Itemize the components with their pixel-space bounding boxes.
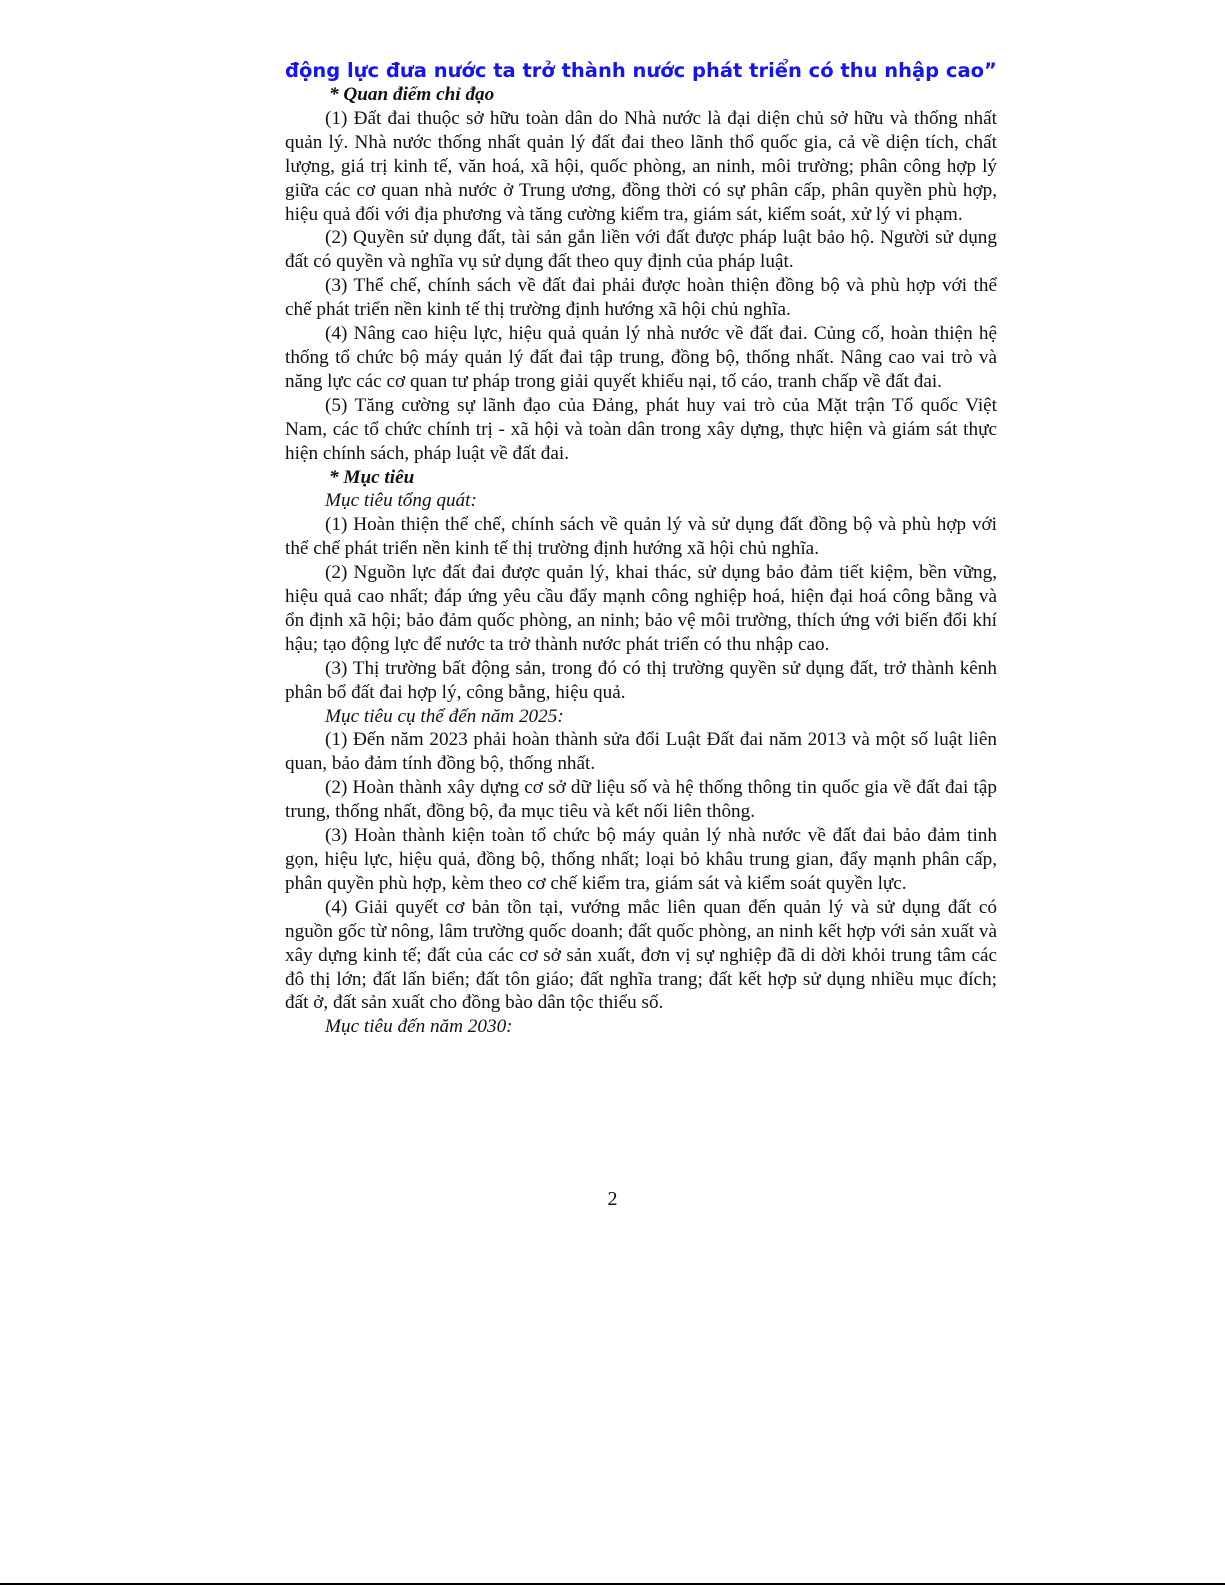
general-objectives-title: Mục tiêu tổng quát: [325,490,477,512]
objectives-2025-title: Mục tiêu cụ thể đến năm 2025: [325,705,564,727]
objective-2025-paragraph: (1) Đến năm 2023 phải hoàn thành sửa đổi Luật Đất đai năm 2013 và một số luật liên quan, bảo đảm tính đồng bộ, thống nhất. [285,729,997,775]
viewpoint-paragraph: (1) Đất đai thuộc sở hữu toàn dân do Nhà nước là đại diện chủ sở hữu và thống nhất quản lý. Nhà nước thống nhất quản lý đất đai theo lãnh thổ quốc gia, cả về diện tích, chất lượng, giá trị kinh tế, văn hoá, xã hội, quốc phòng, an ninh, môi trường; phân công hợp lý giữa các cơ quan nhà nước ở Trung ương, đồng thời có sự phân cấp, phân quyền phù hợp, hiệu quả đối với địa phương và tăng cường kiểm tra, giám sát, kiểm soát, xử lý vi phạm. [285,107,997,225]
general-objective-paragraph: (2) Nguồn lực đất đai được quản lý, khai thác, sử dụng bảo đảm tiết kiệm, bền vững, hiệu quả cao nhất; đáp ứng yêu cầu đẩy mạnh công nghiệp hoá, hiện đại hoá công bằng và ổn định xã hội; bảo đảm quốc phòng, an ninh; bảo vệ môi trường, thích ứng với biến đổi khí hậu; tạo động lực để nước ta trở thành nước phát triển có thu nhập cao. [285,562,997,655]
general-objective-paragraph: (3) Thị trường bất động sản, trong đó có thị trường quyền sử dụng đất, trở thành kênh phân bổ đất đai hợp lý, công bằng, hiệu quả. [285,657,997,703]
viewpoint-paragraph: (2) Quyền sử dụng đất, tài sản gắn liền với đất được pháp luật bảo hộ. Người sử dụng đất có quyền và nghĩa vụ sử dụng đất theo quy định của pháp luật. [285,227,997,273]
objectives-2030-title: Mục tiêu đến năm 2030: [325,1016,513,1038]
page-number: 2 [607,1188,618,1210]
objectives-title: * Mục tiêu [329,466,415,488]
document-page [285,58,997,1039]
viewpoint-paragraph: (5) Tăng cường sự lãnh đạo của Đảng, phát huy vai trò của Mặt trận Tổ quốc Việt Nam, các tổ chức chính trị - xã hội và toàn dân trong xây dựng, thực hiện và giám sát thực hiện chính sách, pháp luật về đất đai. [285,394,997,464]
objective-2025-paragraph: (4) Giải quyết cơ bản tồn tại, vướng mắc liên quan đến quản lý và sử dụng đất có nguồn gốc từ nông, lâm trường quốc doanh; đất quốc phòng, an ninh kết hợp với sản xuất và xây dựng kinh tế; đất của các cơ sở sản xuất, đơn vị sự nghiệp đã di dời khỏi trung tâm các đô thị lớn; đất lấn biển; đất tôn giáo; đất nghĩa trang; đất kết hợp sử dụng nhiều mục đích; đất ở, đất sản xuất cho đồng bào dân tộc thiểu số. [285,896,997,1014]
objective-2025-paragraph: (3) Hoàn thành kiện toàn tổ chức bộ máy quản lý nhà nước về đất đai bảo đảm tinh gọn, hiệu lực, hiệu quả, đồng bộ, thống nhất; loại bỏ khâu trung gian, đẩy mạnh phân cấp, phân quyền phù hợp, kèm theo cơ chế kiểm tra, giám sát và kiểm soát quyền lực. [285,825,997,894]
viewpoint-paragraph: (4) Nâng cao hiệu lực, hiệu quả quản lý nhà nước về đất đai. Củng cố, hoàn thiện hệ thống tổ chức bộ máy quản lý đất đai tập trung, đồng bộ, thống nhất. Nâng cao vai trò và năng lực các cơ quan tư pháp trong giải quyết khiếu nại, tố cáo, tranh chấp về đất đai. [285,323,997,392]
guiding-viewpoints-title: * Quan điểm chỉ đạo [329,84,495,105]
viewpoint-paragraph: (3) Thể chế, chính sách về đất đai phải được hoàn thiện đồng bộ và phù hợp với thể chế phát triển nền kinh tế thị trường định hướng xã hội chủ nghĩa. [285,275,997,321]
section-heading: động lực đưa nước ta trở thành nước phát triển có thu nhập cao” [285,59,997,82]
general-objective-paragraph: (1) Hoàn thiện thể chế, chính sách về quản lý và sử dụng đất đồng bộ và phù hợp với thể chế phát triển nền kinh tế thị trường định hướng xã hội chủ nghĩa. [285,514,997,560]
objective-2025-paragraph: (2) Hoàn thành xây dựng cơ sở dữ liệu số và hệ thống thông tin quốc gia về đất đai tập trung, thống nhất, đồng bộ, đa mục tiêu và kết nối liên thông. [285,777,997,823]
